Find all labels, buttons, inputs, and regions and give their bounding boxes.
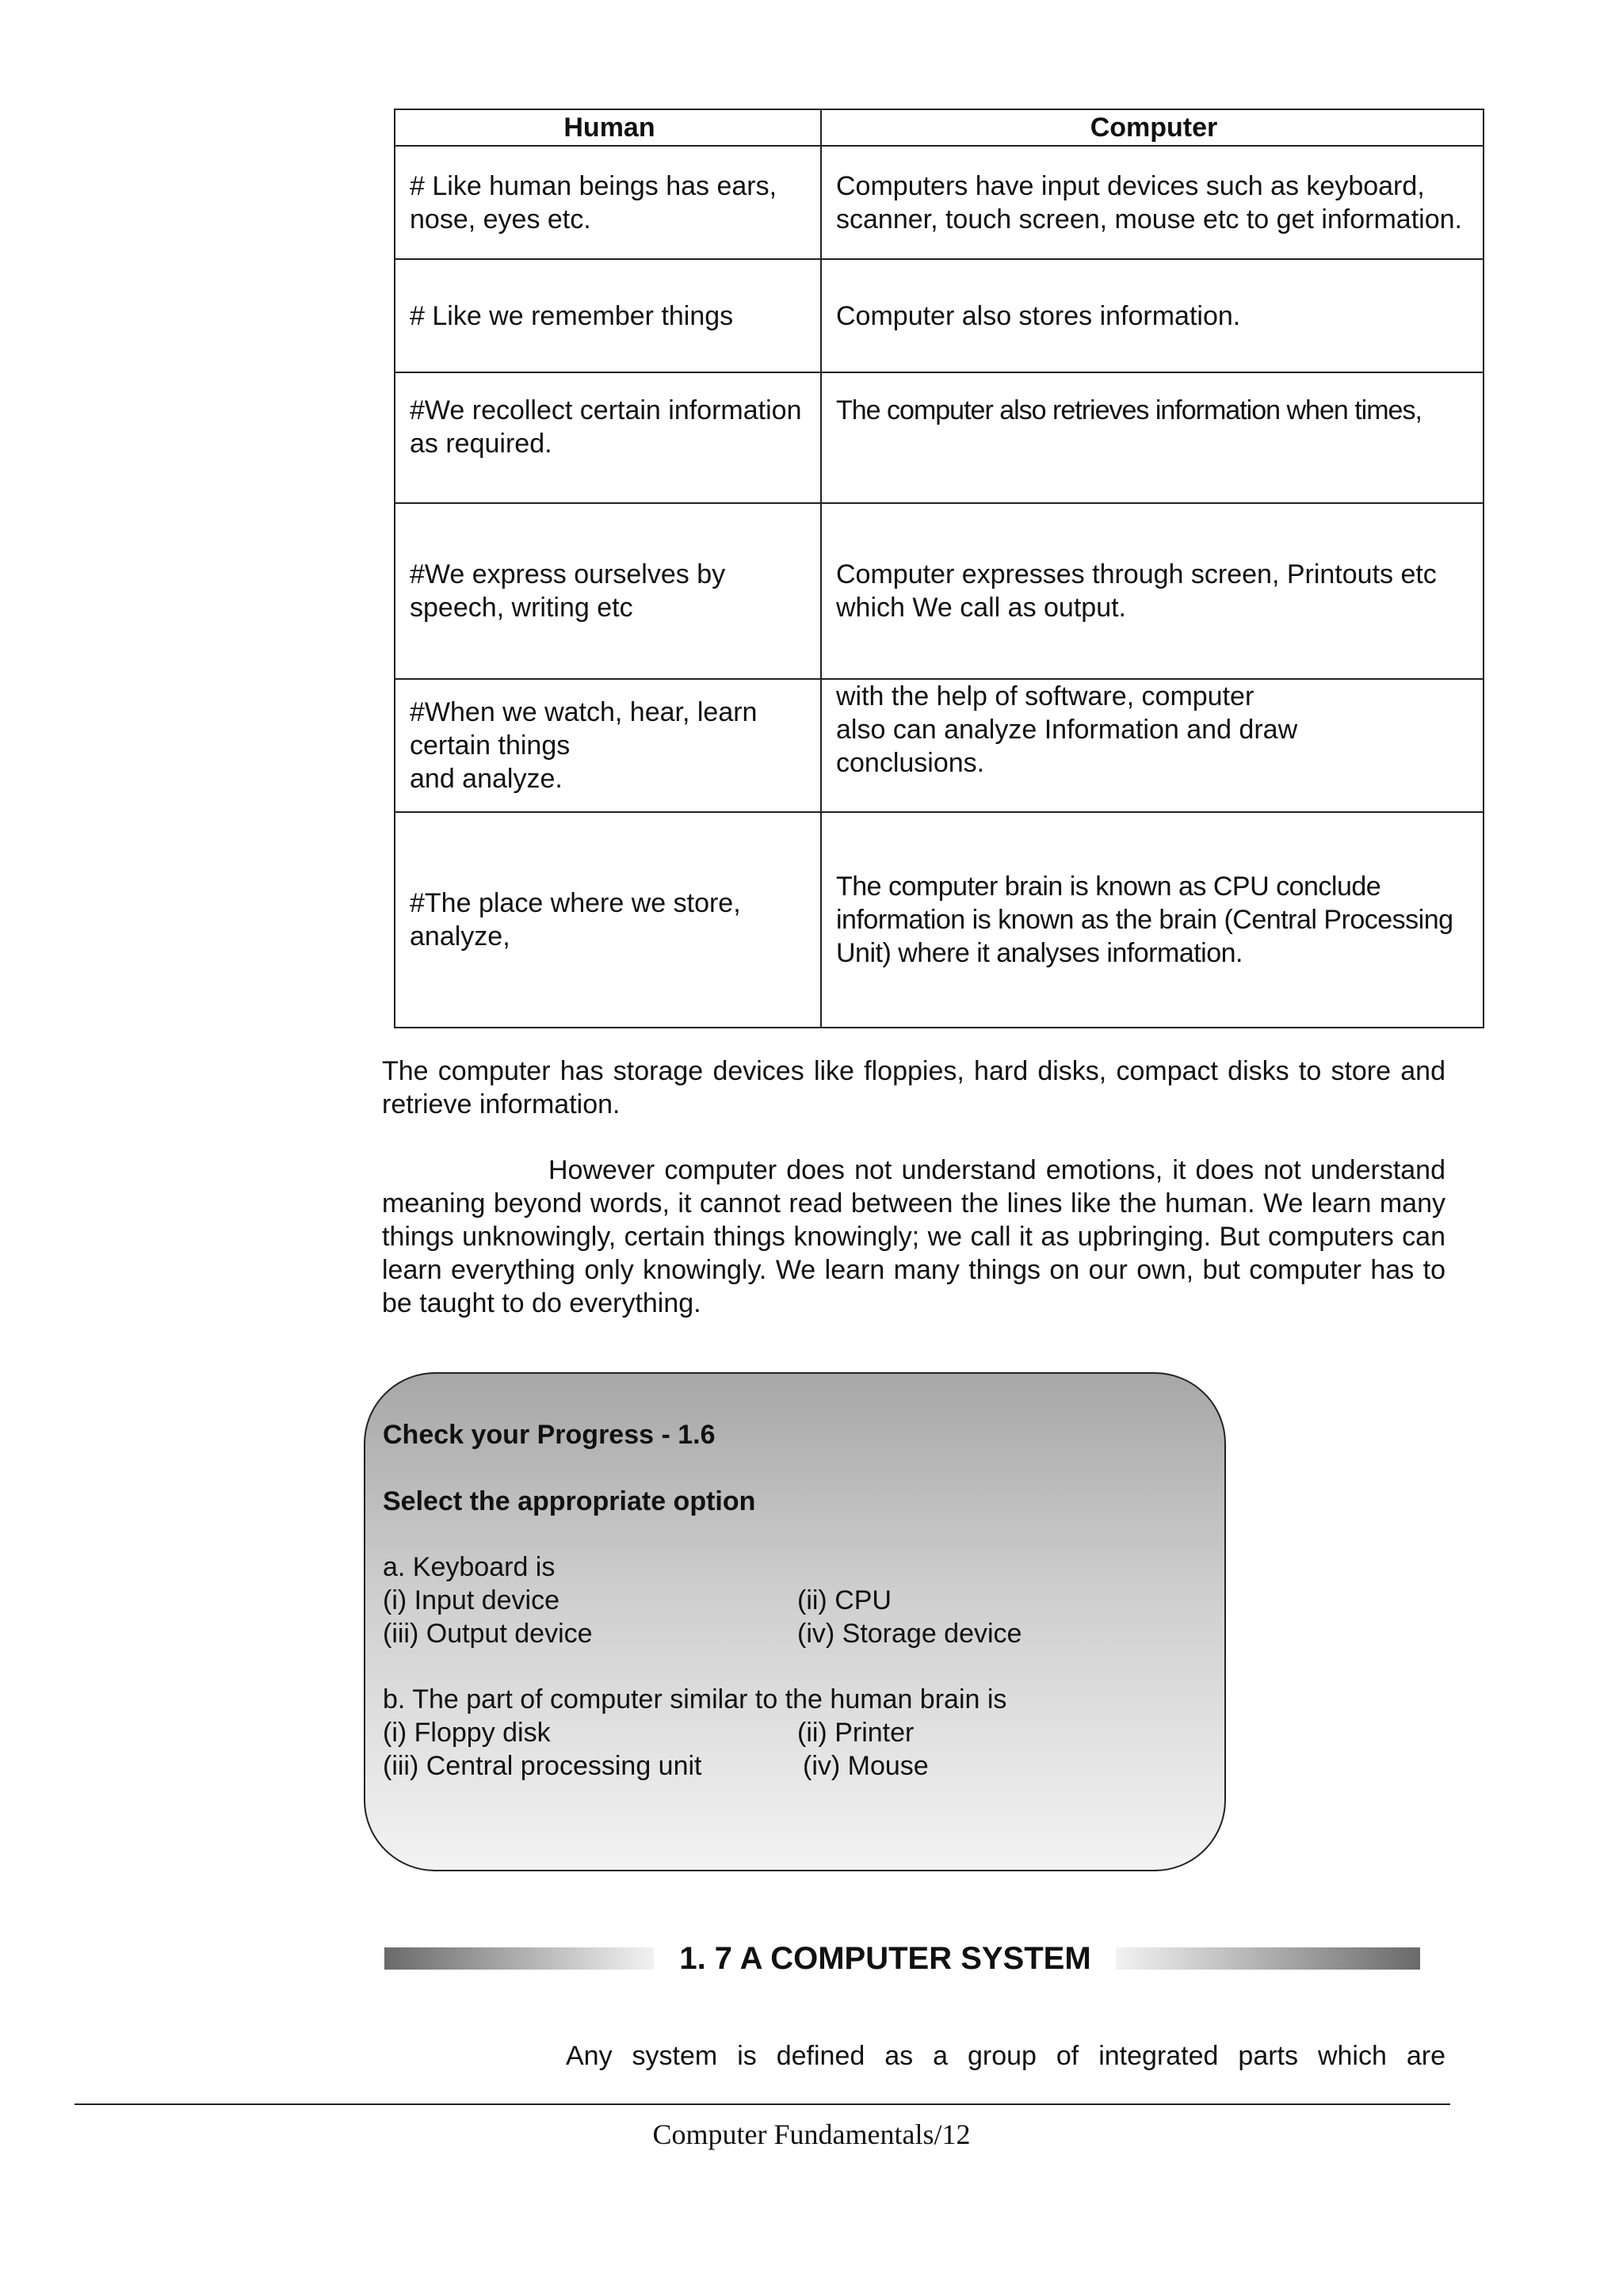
table-row bbox=[395, 259, 1484, 372]
question-b-option-4: (iv) Mouse bbox=[803, 1751, 929, 1781]
question-a-option-3: (iii) Output device bbox=[383, 1619, 593, 1649]
question-a: a. Keyboard is bbox=[383, 1552, 556, 1582]
computer-cell-text: Computer expresses through screen, Printouts etc which We call as output. bbox=[836, 559, 1437, 623]
question-b-option-2: (ii) Printer bbox=[797, 1718, 915, 1748]
computer-cell-text: The computer brain is known as CPU conclude information is known as the brain (Central Processing Unit) where it analyses information. bbox=[836, 871, 1453, 968]
human-cell-text: #We express ourselves by speech, writing etc bbox=[410, 559, 726, 623]
computer-cell-text: with the help of software, computer also can analyze Information and draw conclusions. bbox=[836, 681, 1298, 778]
human-cell-text: # Like human beings has ears, nose, eyes etc. bbox=[410, 170, 777, 235]
table-header-row bbox=[395, 109, 1484, 146]
computer-cell-text: The computer also retrieves information when times, bbox=[836, 395, 1422, 425]
emotions-paragraph: However computer does not understand emotions, it does not understand meaning beyond words, it cannot read between the lines like the human. We learn many things unknowingly, certain things knowingly; we call it as upbringing. But computers can learn everything only knowingly. We learn many things on our own, but computer has to be taught to do everything. bbox=[382, 1155, 1445, 1318]
progress-instruction: Select the appropriate option bbox=[383, 1486, 756, 1516]
human-cell bbox=[395, 146, 821, 259]
question-a-option-1: (i) Input device bbox=[383, 1585, 559, 1615]
table-row bbox=[395, 812, 1484, 1028]
human-computer-comparison-table bbox=[394, 109, 1484, 1028]
table-row bbox=[395, 146, 1484, 259]
human-cell bbox=[395, 372, 821, 503]
human-cell-text: #When we watch, hear, learn certain things and analyze. bbox=[410, 697, 758, 794]
header-computer: Computer bbox=[821, 109, 1484, 146]
page-footer: Computer Fundamentals/12 bbox=[652, 2119, 971, 2150]
question-b-option-3: (iii) Central processing unit bbox=[383, 1751, 702, 1781]
storage-paragraph: The computer has storage devices like floppies, hard disks, compact disks to store and retrieve information. bbox=[382, 1056, 1445, 1119]
computer-cell-text: Computers have input devices such as keyboard, scanner, touch screen, mouse etc to get information. bbox=[836, 170, 1462, 235]
computer-cell bbox=[821, 146, 1484, 259]
computer-cell bbox=[821, 372, 1484, 503]
question-b: b. The part of computer similar to the human brain is bbox=[383, 1684, 1007, 1714]
section-heading: 1. 7 A COMPUTER SYSTEM bbox=[679, 1941, 1091, 1976]
table-row bbox=[395, 679, 1484, 812]
footer-rule bbox=[74, 2103, 1450, 2105]
table-row bbox=[395, 503, 1484, 679]
human-cell bbox=[395, 259, 821, 372]
computer-cell bbox=[821, 503, 1484, 679]
human-cell-text: # Like we remember things bbox=[410, 300, 734, 331]
system-paragraph: Any system is defined as a group of integrated parts which are bbox=[566, 2041, 1445, 2071]
computer-cell bbox=[821, 259, 1484, 372]
question-a-option-2: (ii) CPU bbox=[797, 1585, 892, 1615]
computer-cell bbox=[821, 812, 1484, 1028]
heading-bar-right bbox=[1116, 1947, 1420, 1970]
human-cell bbox=[395, 812, 821, 1028]
check-progress-box bbox=[364, 1372, 1226, 1871]
computer-cell bbox=[821, 679, 1484, 812]
computer-cell-text: Computer also stores information. bbox=[836, 300, 1241, 331]
human-cell-text: #The place where we store, analyze, bbox=[410, 888, 741, 952]
question-a-option-4: (iv) Storage device bbox=[797, 1619, 1022, 1649]
progress-title: Check your Progress - 1.6 bbox=[383, 1420, 716, 1450]
question-b-option-1: (i) Floppy disk bbox=[383, 1718, 551, 1748]
heading-bar-left bbox=[384, 1947, 654, 1970]
human-cell-text: #We recollect certain information as required. bbox=[410, 395, 802, 459]
human-cell bbox=[395, 679, 821, 812]
human-cell bbox=[395, 503, 821, 679]
table-row bbox=[395, 372, 1484, 503]
header-human: Human bbox=[395, 109, 821, 146]
